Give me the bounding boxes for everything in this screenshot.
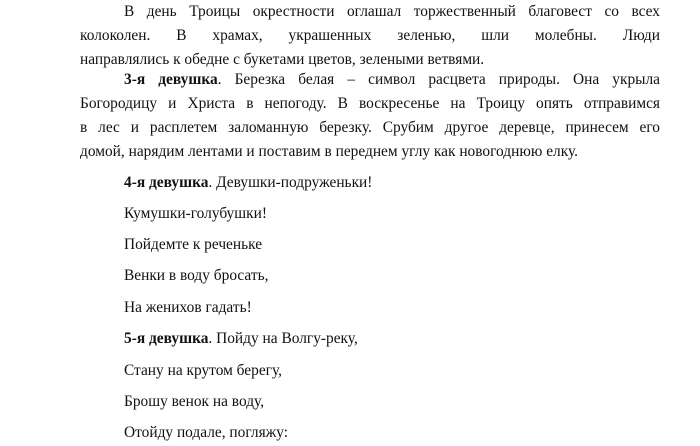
verse-line: Пойдемте к реченьке [124, 236, 263, 253]
verse-girl-5-line-1 [124, 327, 358, 351]
paragraph-line: домой, нарядим лентами и поставим в переднем углу как новогоднюю елку. [80, 143, 578, 160]
verse-line: Стану на крутом берегу, [124, 362, 282, 379]
paragraph-girl-3 [80, 68, 660, 164]
paragraph-line: В день Троицы окрестности оглашал торжественный благовест со всех [124, 3, 660, 20]
verse-girl-4-line-1 [124, 171, 372, 195]
speaker-name: 4-я девушка [124, 174, 209, 191]
paragraph-first-line [80, 68, 660, 92]
verse-line: Кумушки-голубушки! [124, 205, 267, 222]
paragraph-trinity-intro [80, 0, 660, 72]
verse-line: Отойду подале, погляжу: [124, 424, 289, 441]
speaker-name: 5-я девушка [124, 330, 209, 347]
paragraph-line: в лес и расплетем заломанную березку. Срубим другое деревце, принесем его [80, 119, 660, 136]
paragraph-line: направлялись к обедне с букетами цветов, зелеными ветвями. [80, 51, 485, 68]
verse-line: Брошу венок на воду, [124, 393, 265, 410]
verse-text: . Пойду на Волгу-реку, [208, 330, 358, 347]
paragraph-line: колоколен. В храмах, украшенных зеленью, шли молебны. Люди [80, 27, 660, 44]
verse-line: На женихов гадать! [124, 299, 252, 316]
speaker-name: 3-я девушка [124, 71, 218, 88]
verse-line: Венки в воду бросать, [124, 267, 269, 284]
paragraph-line: Богородицу и Христа в непогоду. В воскресенье на Троицу опять отправимся [80, 95, 660, 112]
verse-text: . Девушки-подруженьки! [208, 174, 373, 191]
paragraph-line-text: . Березка белая – символ расцвета природы. Она укрыла [217, 71, 660, 88]
